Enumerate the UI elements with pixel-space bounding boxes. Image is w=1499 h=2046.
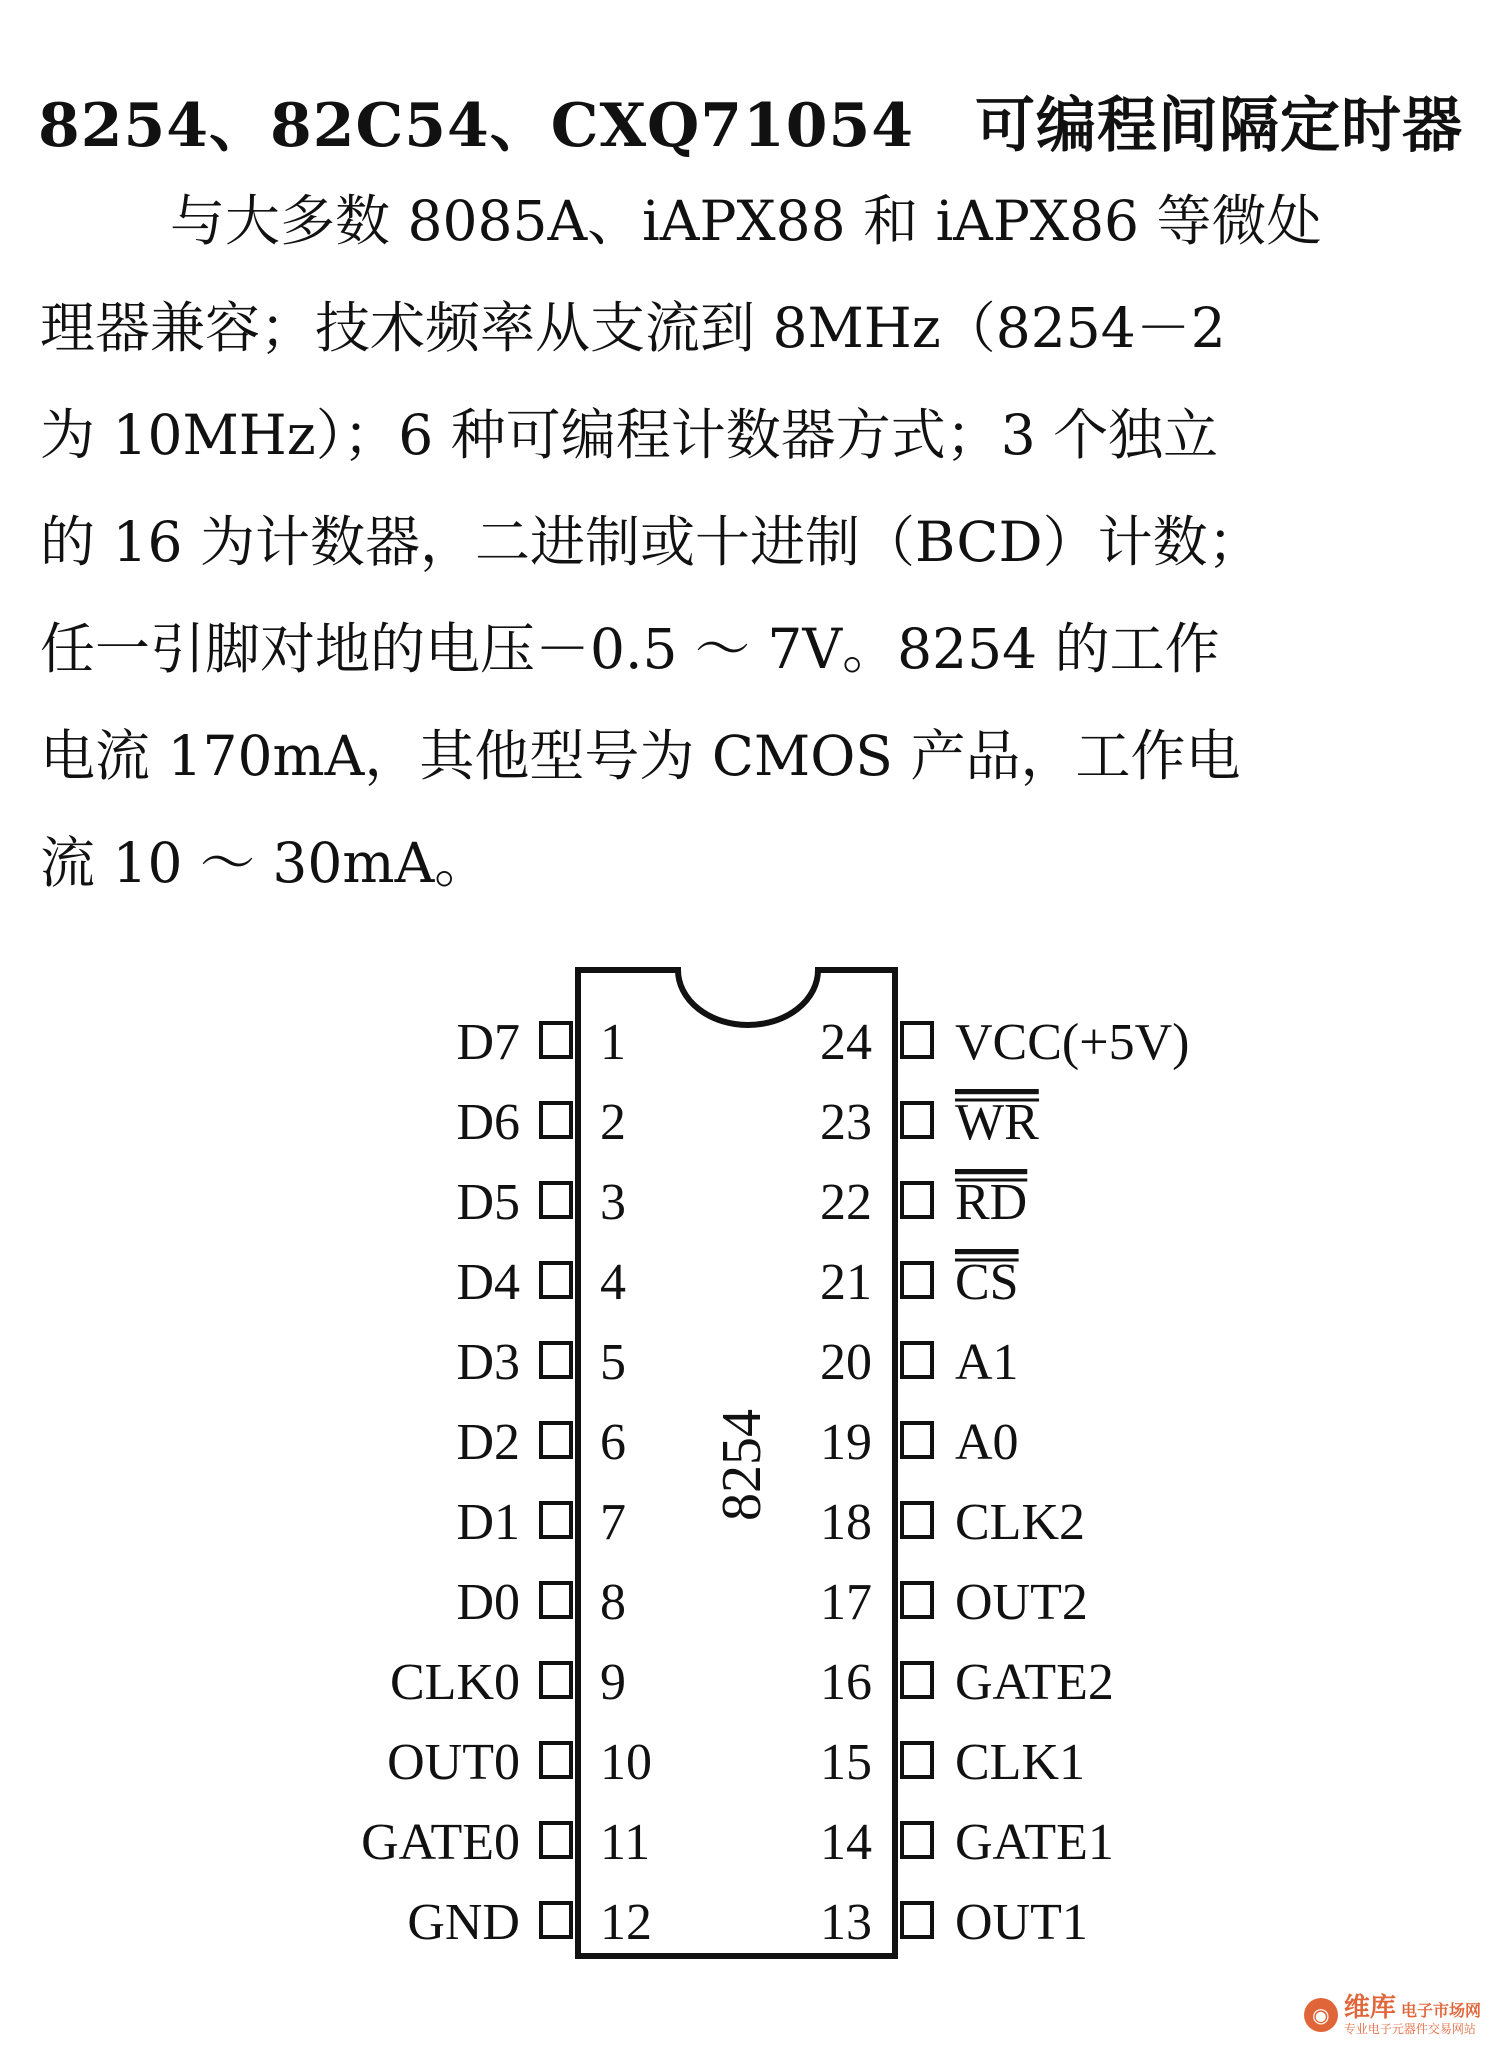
right-pin [820,1654,1114,1711]
pin-pad [902,1263,932,1297]
pin-label: D0 [456,1574,520,1631]
pin-label: RD [955,1174,1028,1231]
pin-label: VCC(+5V) [955,1014,1190,1071]
pin-label: D4 [456,1254,520,1311]
pin-pad [902,1423,932,1457]
pin-number: 21 [820,1254,872,1311]
pin-number: 19 [820,1414,872,1471]
pin-number: 24 [820,1014,872,1071]
right-pin [820,1814,1114,1871]
paragraph-line: 任一引脚对地的电压－0.5 ～ 7V。8254 的工作 [40,617,1220,681]
pin-pad [541,1823,571,1857]
pin-number: 18 [820,1494,872,1551]
pin-label: OUT1 [955,1894,1088,1951]
pin-label: OUT2 [955,1574,1088,1631]
pin-pad [541,1903,571,1937]
pin-number: 7 [600,1494,626,1551]
pin-label: WR [955,1094,1039,1151]
watermark [1304,1994,1481,2036]
pin-pad [902,1343,932,1377]
pin-pad [541,1503,571,1537]
pin-pad [541,1023,571,1057]
pin-number: 9 [600,1654,626,1711]
paragraph-line: 流 10 ～ 30mA。 [40,831,490,895]
pin-number: 4 [600,1254,626,1311]
pin-label: D7 [456,1014,520,1071]
pin-label: GATE0 [361,1814,520,1871]
right-pin [820,1094,1039,1151]
pin-label: CLK1 [955,1734,1085,1791]
right-pin [820,1574,1088,1631]
left-pin [456,1014,626,1071]
pin-pad [541,1343,571,1377]
right-pin [820,1014,1189,1071]
right-pin-group [820,1014,1189,1951]
pin-pad [902,1743,932,1777]
pin-label: OUT0 [387,1734,520,1791]
watermark-logo-icon: ◉ [1304,1998,1338,2032]
right-pin [820,1894,1088,1951]
page-title: 8254、82C54、CXQ71054 可编程间隔定时器 [38,91,1464,161]
pin-number: 3 [600,1174,626,1231]
pin-number: 2 [600,1094,626,1151]
pin-number: 20 [820,1334,872,1391]
pin-pad [541,1583,571,1617]
left-pin [456,1494,626,1551]
paragraph-line: 理器兼容；技术频率从支流到 8MHz（8254－2 [40,296,1226,360]
pin-label: A0 [955,1414,1019,1471]
right-pin [820,1174,1027,1231]
pin-number: 23 [820,1094,872,1151]
pin-number: 14 [820,1814,872,1871]
left-pin [456,1254,626,1311]
pin-pad [902,1903,932,1937]
left-pin [456,1334,626,1391]
pin-pad [541,1423,571,1457]
pin-pad [541,1263,571,1297]
pin-pad [902,1663,932,1697]
left-pin [361,1814,650,1871]
paragraph-line: 与大多数 8085A、iAPX88 和 iAPX86 等微处 [170,189,1322,253]
pin-label: D2 [456,1414,520,1471]
right-pin [820,1414,1019,1471]
left-pin [407,1894,652,1951]
watermark-text [1344,1994,1481,2036]
pin-label: CLK2 [955,1494,1085,1551]
left-pin [456,1094,626,1151]
pin-number: 13 [820,1894,872,1951]
pin-pad [541,1103,571,1137]
pin-label: D3 [456,1334,520,1391]
pin-number: 5 [600,1334,626,1391]
pin-label: CLK0 [390,1654,520,1711]
pin-number: 22 [820,1174,872,1231]
pin-label: GATE2 [955,1654,1114,1711]
pin-label: A1 [955,1334,1019,1391]
pin-label: D5 [456,1174,520,1231]
pin-number: 6 [600,1414,626,1471]
watermark-tagline: 专业电子元器件交易网站 [1343,2021,1476,2036]
paragraph-line: 电流 170mA，其他型号为 CMOS 产品，工作电 [40,724,1241,788]
left-pin-group [361,1014,652,1951]
pin-number: 8 [600,1574,626,1631]
pin-label: D1 [456,1494,520,1551]
pin-pad [902,1583,932,1617]
paragraph-line: 的 16 为计数器，二进制或十进制（BCD）计数； [40,510,1263,574]
pin-label: D6 [456,1094,520,1151]
left-pin [456,1574,626,1631]
left-pin [456,1414,626,1471]
left-pin [456,1174,626,1231]
chip-name: 8254 [711,1409,773,1521]
pin-number: 12 [600,1894,652,1951]
right-pin [820,1494,1085,1551]
pin-pad [902,1823,932,1857]
pin-label: GND [407,1894,520,1951]
pin-pad [541,1183,571,1217]
right-pin [820,1334,1019,1391]
watermark-main: 维库 [1343,1993,1396,2024]
pin-pad [902,1103,932,1137]
pin-pad [541,1743,571,1777]
pin-label: CS [955,1254,1019,1311]
pin-pad [541,1663,571,1697]
left-pin [387,1734,652,1791]
pin-label: GATE1 [955,1814,1114,1871]
pin-pad [902,1183,932,1217]
pin-number: 15 [820,1734,872,1791]
left-pin [390,1654,626,1711]
right-pin [820,1734,1085,1791]
pin-number: 11 [600,1814,651,1871]
pin-pad [902,1503,932,1537]
paragraph-line: 为 10MHz）；6 种可编程计数器方式；3 个独立 [40,403,1219,467]
right-pin [820,1254,1019,1311]
pin-number: 16 [820,1654,872,1711]
pin-number: 10 [600,1734,652,1791]
pin-pad [902,1023,932,1057]
pin-number: 17 [820,1574,872,1631]
watermark-secondary: 电子市场网 [1400,2001,1481,2021]
pin-number: 1 [600,1014,626,1071]
